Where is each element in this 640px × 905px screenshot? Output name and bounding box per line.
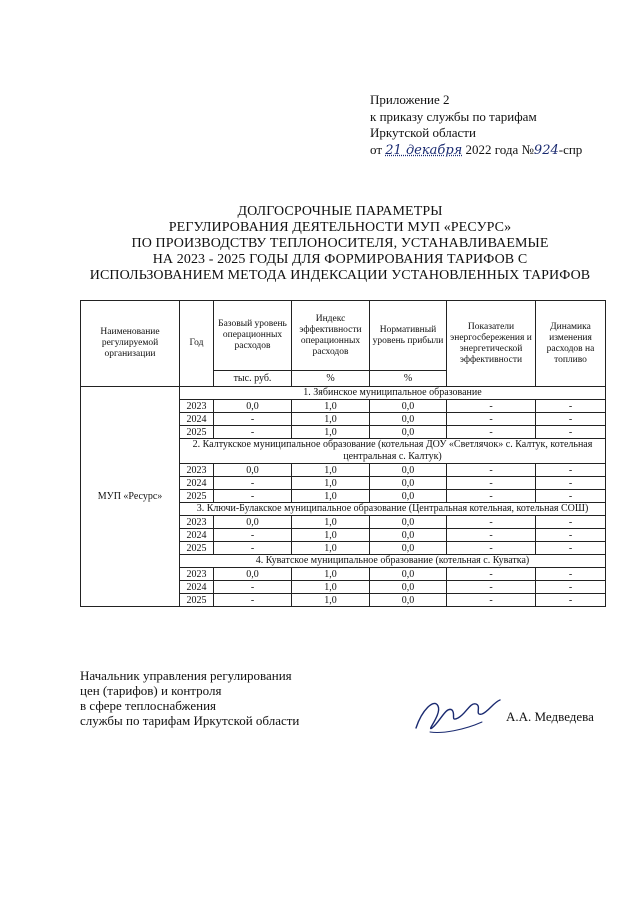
cell-energy: - bbox=[447, 594, 536, 607]
cell-energy: - bbox=[447, 581, 536, 594]
cell-fuel: - bbox=[536, 516, 606, 529]
section-title: 4. Куватское муниципальное образование (котельная с. Куватка) bbox=[180, 555, 606, 568]
title-line-4: НА 2023 - 2025 ГОДЫ ДЛЯ ФОРМИРОВАНИЯ ТАРИФОВ С bbox=[152, 252, 528, 267]
signer-line-4: службы по тарифам Иркутской области bbox=[80, 713, 300, 728]
cell-base: - bbox=[214, 594, 292, 607]
cell-energy: - bbox=[447, 568, 536, 581]
parameters-table bbox=[80, 300, 606, 607]
cell-year: 2024 bbox=[180, 477, 214, 490]
cell-base: - bbox=[214, 426, 292, 439]
cell-year: 2025 bbox=[180, 594, 214, 607]
organization-cell: МУП «Ресурс» bbox=[81, 387, 180, 607]
cell-year: 2023 bbox=[180, 400, 214, 413]
header-org: Наименование регулируемой организации bbox=[81, 301, 180, 387]
cell-profit: 0,0 bbox=[370, 477, 447, 490]
cell-energy: - bbox=[447, 542, 536, 555]
cell-fuel: - bbox=[536, 490, 606, 503]
signer-line-3: в сфере теплоснабжения bbox=[80, 698, 217, 713]
cell-profit: 0,0 bbox=[370, 542, 447, 555]
appendix-line-1: Приложение 2 bbox=[370, 92, 450, 107]
cell-base: 0,0 bbox=[214, 568, 292, 581]
cell-fuel: - bbox=[536, 529, 606, 542]
unit-index: % bbox=[292, 371, 370, 387]
cell-fuel: - bbox=[536, 594, 606, 607]
cell-index: 1,0 bbox=[292, 568, 370, 581]
cell-index: 1,0 bbox=[292, 581, 370, 594]
cell-base: - bbox=[214, 490, 292, 503]
cell-year: 2024 bbox=[180, 581, 214, 594]
cell-year: 2024 bbox=[180, 413, 214, 426]
cell-fuel: - bbox=[536, 581, 606, 594]
cell-fuel: - bbox=[536, 477, 606, 490]
cell-year: 2025 bbox=[180, 490, 214, 503]
handwritten-number: 924 bbox=[533, 142, 559, 158]
cell-base: 0,0 bbox=[214, 516, 292, 529]
cell-energy: - bbox=[447, 464, 536, 477]
cell-base: - bbox=[214, 581, 292, 594]
cell-energy: - bbox=[447, 426, 536, 439]
cell-profit: 0,0 bbox=[370, 516, 447, 529]
signer-name: А.А. Медведева bbox=[506, 709, 594, 724]
cell-profit: 0,0 bbox=[370, 400, 447, 413]
cell-profit: 0,0 bbox=[370, 581, 447, 594]
document-title bbox=[60, 204, 620, 284]
cell-index: 1,0 bbox=[292, 516, 370, 529]
cell-profit: 0,0 bbox=[370, 490, 447, 503]
section-title: 2. Калтукское муниципальное образование (котельная ДОУ «Светлячок» с. Калтук, котельная центральная с. Калтук) bbox=[180, 439, 606, 464]
appendix-line-2: к приказу службы по тарифам bbox=[370, 108, 537, 124]
cell-year: 2024 bbox=[180, 529, 214, 542]
cell-profit: 0,0 bbox=[370, 594, 447, 607]
cell-index: 1,0 bbox=[292, 413, 370, 426]
cell-energy: - bbox=[447, 477, 536, 490]
section-title: 1. Зябинское муниципальное образование bbox=[180, 387, 606, 400]
cell-fuel: - bbox=[536, 400, 606, 413]
signer-block bbox=[80, 668, 299, 728]
cell-index: 1,0 bbox=[292, 594, 370, 607]
title-line-5: ИСПОЛЬЗОВАНИЕМ МЕТОДА ИНДЕКСАЦИИ УСТАНОВЛЕННЫХ ТАРИФОВ bbox=[89, 268, 591, 283]
cell-fuel: - bbox=[536, 413, 606, 426]
cell-profit: 0,0 bbox=[370, 426, 447, 439]
cell-year: 2023 bbox=[180, 464, 214, 477]
cell-index: 1,0 bbox=[292, 426, 370, 439]
handwritten-date: 21 декабря bbox=[385, 142, 463, 158]
cell-energy: - bbox=[447, 413, 536, 426]
appendix-block bbox=[370, 92, 582, 159]
cell-fuel: - bbox=[536, 542, 606, 555]
cell-year: 2025 bbox=[180, 542, 214, 555]
section-title: 3. Ключи-Булакское муниципальное образование (Центральная котельная, котельная СОШ) bbox=[180, 503, 606, 516]
cell-profit: 0,0 bbox=[370, 464, 447, 477]
cell-energy: - bbox=[447, 400, 536, 413]
cell-index: 1,0 bbox=[292, 490, 370, 503]
cell-energy: - bbox=[447, 529, 536, 542]
cell-base: 0,0 bbox=[214, 400, 292, 413]
cell-index: 1,0 bbox=[292, 400, 370, 413]
cell-energy: - bbox=[447, 490, 536, 503]
cell-year: 2023 bbox=[180, 516, 214, 529]
cell-fuel: - bbox=[536, 464, 606, 477]
cell-year: 2025 bbox=[180, 426, 214, 439]
title-line-2: РЕГУЛИРОВАНИЯ ДЕЯТЕЛЬНОСТИ МУП «РЕСУРС» bbox=[168, 220, 512, 235]
cell-base: - bbox=[214, 529, 292, 542]
cell-energy: - bbox=[447, 516, 536, 529]
date-prefix: от bbox=[370, 141, 383, 157]
signer-line-1: Начальник управления регулирования bbox=[80, 668, 292, 683]
cell-profit: 0,0 bbox=[370, 568, 447, 581]
header-year: Год bbox=[180, 301, 214, 387]
header-fuel: Динамика изменения расходов на топливо bbox=[536, 301, 606, 387]
cell-fuel: - bbox=[536, 568, 606, 581]
appendix-line-3: Иркутской области bbox=[370, 125, 476, 140]
title-line-1: ДОЛГОСРОЧНЫЕ ПАРАМЕТРЫ bbox=[237, 204, 443, 219]
appendix-date-line bbox=[370, 142, 582, 160]
cell-index: 1,0 bbox=[292, 464, 370, 477]
cell-index: 1,0 bbox=[292, 529, 370, 542]
header-energy: Показатели энергосбережения и энергетической эффективности bbox=[447, 301, 536, 387]
signature-image bbox=[412, 688, 502, 738]
date-year: 2022 года № bbox=[465, 141, 534, 157]
cell-profit: 0,0 bbox=[370, 529, 447, 542]
unit-profit: % bbox=[370, 371, 447, 387]
signer-line-2: цен (тарифов) и контроля bbox=[80, 683, 222, 698]
header-index: Индекс эффективности операционных расходов bbox=[292, 301, 370, 371]
header-profit: Нормативный уровень прибыли bbox=[370, 301, 447, 371]
cell-year: 2023 bbox=[180, 568, 214, 581]
cell-base: - bbox=[214, 542, 292, 555]
cell-profit: 0,0 bbox=[370, 413, 447, 426]
cell-fuel: - bbox=[536, 426, 606, 439]
section-row bbox=[81, 387, 606, 400]
cell-base: - bbox=[214, 477, 292, 490]
unit-base: тыс. руб. bbox=[214, 371, 292, 387]
title-line-3: ПО ПРОИЗВОДСТВУ ТЕПЛОНОСИТЕЛЯ, УСТАНАВЛИВАЕМЫЕ bbox=[131, 236, 549, 251]
header-row bbox=[81, 301, 606, 371]
cell-base: 0,0 bbox=[214, 464, 292, 477]
cell-base: - bbox=[214, 413, 292, 426]
header-base: Базовый уровень операционных расходов bbox=[214, 301, 292, 371]
cell-index: 1,0 bbox=[292, 477, 370, 490]
cell-index: 1,0 bbox=[292, 542, 370, 555]
order-suffix: -спр bbox=[558, 141, 583, 157]
